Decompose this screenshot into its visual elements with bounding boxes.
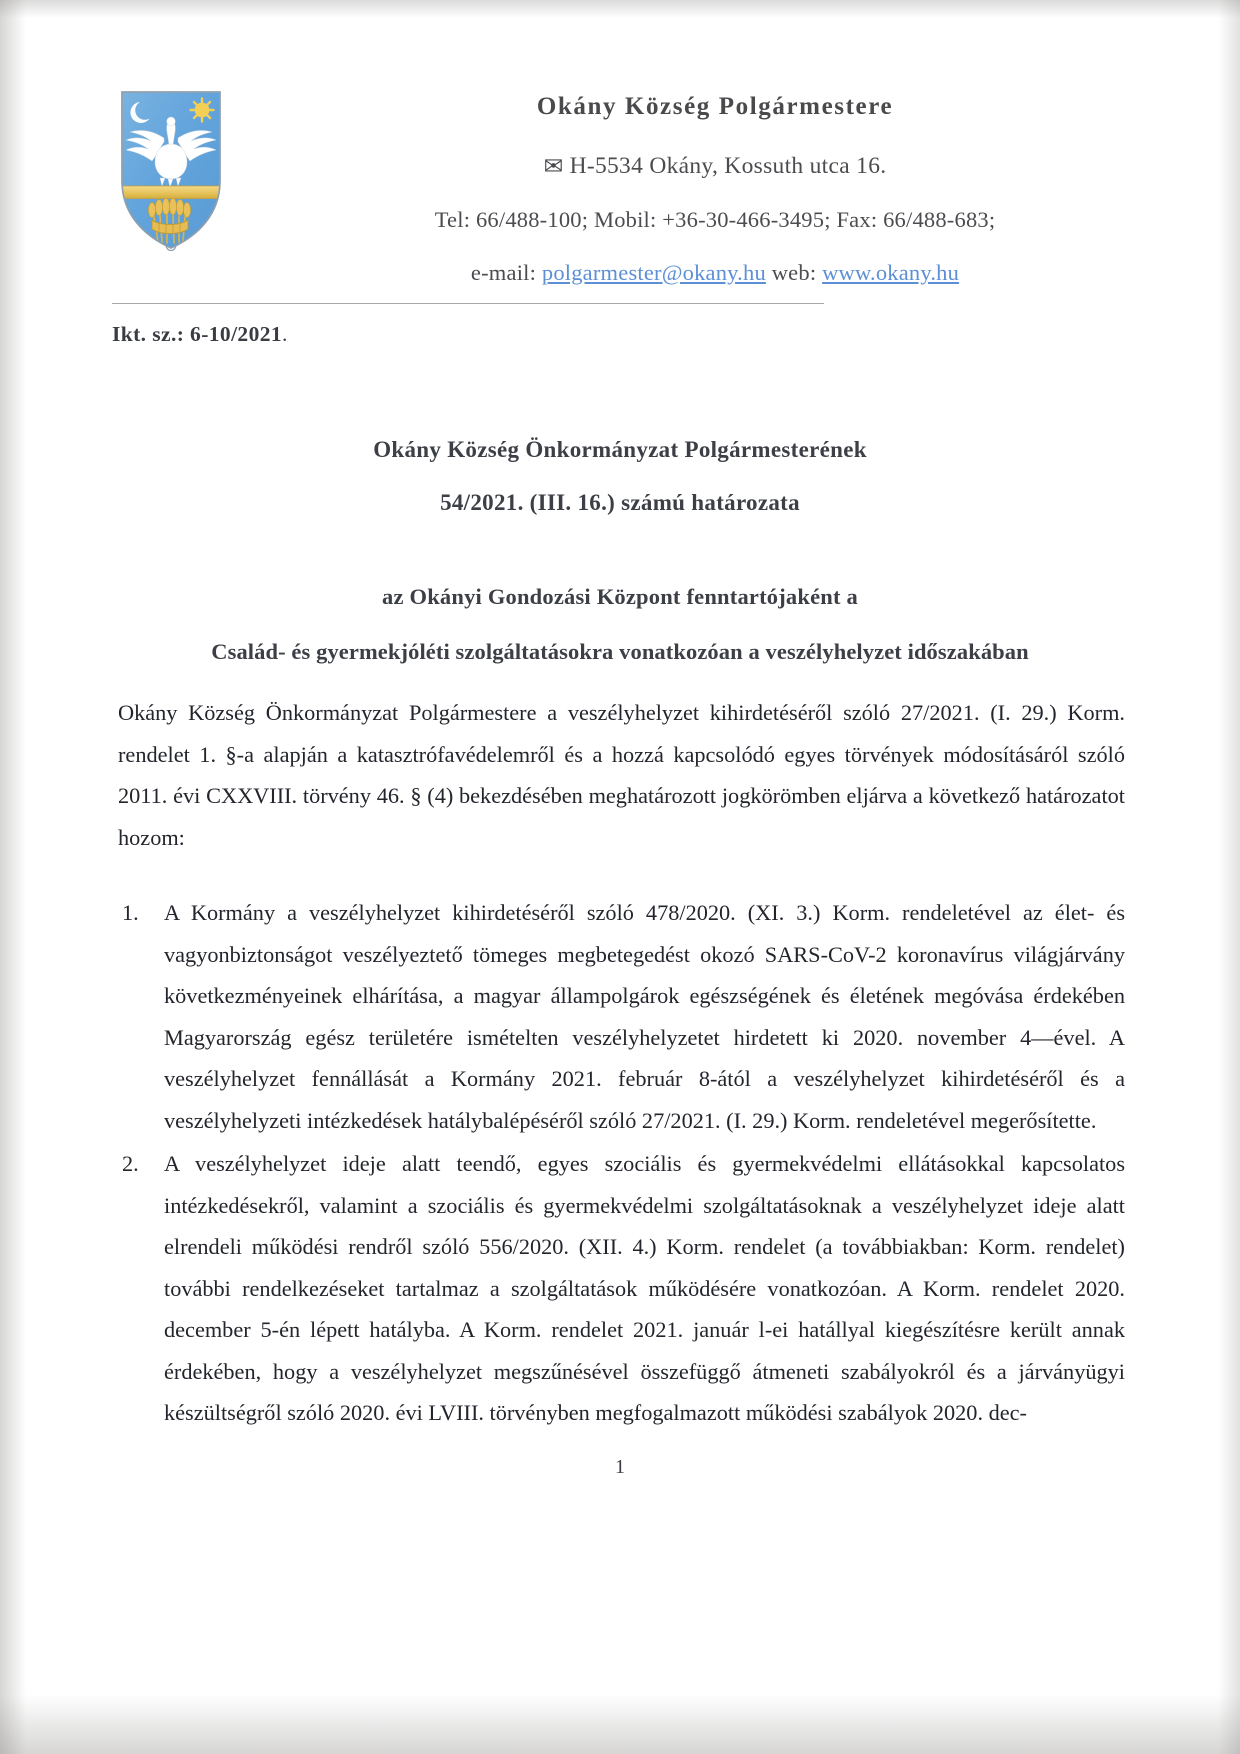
decision-subtitle-line2: Család- és gyermekjóléti szolgáltatásokra vonatkozóan a veszélyhelyzet időszakában bbox=[211, 639, 1029, 664]
list-item-marker: 1. bbox=[122, 900, 139, 925]
document-body bbox=[118, 692, 1125, 1436]
letterhead-text bbox=[245, 78, 1185, 287]
email-link[interactable]: polgarmester@okany.hu bbox=[541, 259, 766, 285]
list-item-marker: 2. bbox=[122, 1151, 139, 1176]
phone-line: Tel: 66/488-100; Mobil: +36-30-466-3495; Fax: 66/488-683; bbox=[434, 207, 996, 233]
list-item-text: A veszélyhelyzet ideje alatt teendő, egyes szociális és gyermekvédelmi ellátásokkal kapcsolatos intézkedésekről, valamint a szociális és gyermekvédelmi szolgáltatásoknak a veszélyhelyzet ideje alatt elrendeli működési rendről szóló 556/2020. (XII. 4.) Korm. rendelet (a továbbiakban: Korm. rendelet) további rendelkezéseket tartalmaz a szolgáltatások működésére vonatkozóan. A Korm. rendelet 2020. december 5-én lépett hatályba. A Korm. rendelet 2021. január l-ei hatállyal kiegészítésre került annak érdekében, hogy a veszélyhelyzet megszűnésével összefüggő átmeneti szabályokról és a járványügyi készültségről szóló 2020. évi LVIII. törvényben megfogalmazott működési szabályok 2020. dec- bbox=[164, 1151, 1125, 1425]
intro-paragraph: Okány Község Önkormányzat Polgármestere a veszélyhelyzet kihirdetéséről szóló 27/2021. (I. 29.) Korm. rendelet 1. §-a alapján a katasztrófavédelemről és a hozzá kapcsolódó egyes törvények módosításáról szóló 2011. évi CXXVIII. törvény 46. § (4) bekezdésében meghatározott jogkörömben eljárva a következő határozatot hozom: bbox=[118, 700, 1125, 850]
letterhead bbox=[0, 78, 1240, 288]
website-link[interactable]: www.okany.hu bbox=[822, 259, 960, 285]
list-item bbox=[118, 892, 1125, 1141]
decision-subtitle-line1: az Okányi Gondozási Központ fenntartójaként a bbox=[382, 584, 858, 609]
email-label: e-mail: bbox=[470, 259, 537, 285]
decision-title-line2: 54/2021. (III. 16.) számú határozata bbox=[440, 490, 800, 515]
coat-of-arms-icon bbox=[112, 86, 230, 254]
page-number: 1 bbox=[615, 1456, 625, 1478]
header-divider bbox=[112, 303, 824, 304]
title-block bbox=[112, 438, 1128, 665]
email-web-line bbox=[245, 259, 1185, 287]
list-item-text: A Kormány a veszélyhelyzet kihirdetéséről szóló 478/2020. (XI. 3.) Korm. rendeletével az élet- és vagyonbiztonságot veszélyeztető tömeges megbetegedést okozó SARS-CoV-2 koronavírus világjárvány következményeinek elhárítása, a magyar állampolgárok egészségének és életének megóvása érdekében Magyarország egész területére ismételten veszélyhelyzetet hirdetett ki 2020. november 4—ével. A veszélyhelyzet fennállását a Kormány 2021. február 8-ától a veszélyhelyzet kihirdetéséről és a veszélyhelyzeti intézkedések hatálybalépéséről szóló 27/2021. (I. 29.) Korm. rendeletével megerősítette. bbox=[164, 900, 1125, 1133]
scan-edge-bottom bbox=[0, 1694, 1240, 1754]
list-item bbox=[118, 1143, 1125, 1434]
numbered-list bbox=[118, 892, 1125, 1434]
decision-title-line1: Okány Község Önkormányzat Polgármesterének bbox=[373, 437, 867, 462]
address-line bbox=[245, 152, 1185, 182]
address-text: H-5534 Okány, Kossuth utca 16. bbox=[569, 153, 887, 179]
reference-label: Ikt. sz.: 6-10/2021 bbox=[112, 322, 283, 346]
web-label: web: bbox=[771, 259, 817, 285]
reference-number bbox=[112, 322, 288, 347]
envelope-icon: ✉ bbox=[543, 154, 564, 180]
organization-title: Okány Község Polgármestere bbox=[536, 93, 894, 120]
scan-edge-top bbox=[0, 0, 1240, 18]
reference-period: . bbox=[282, 322, 288, 346]
